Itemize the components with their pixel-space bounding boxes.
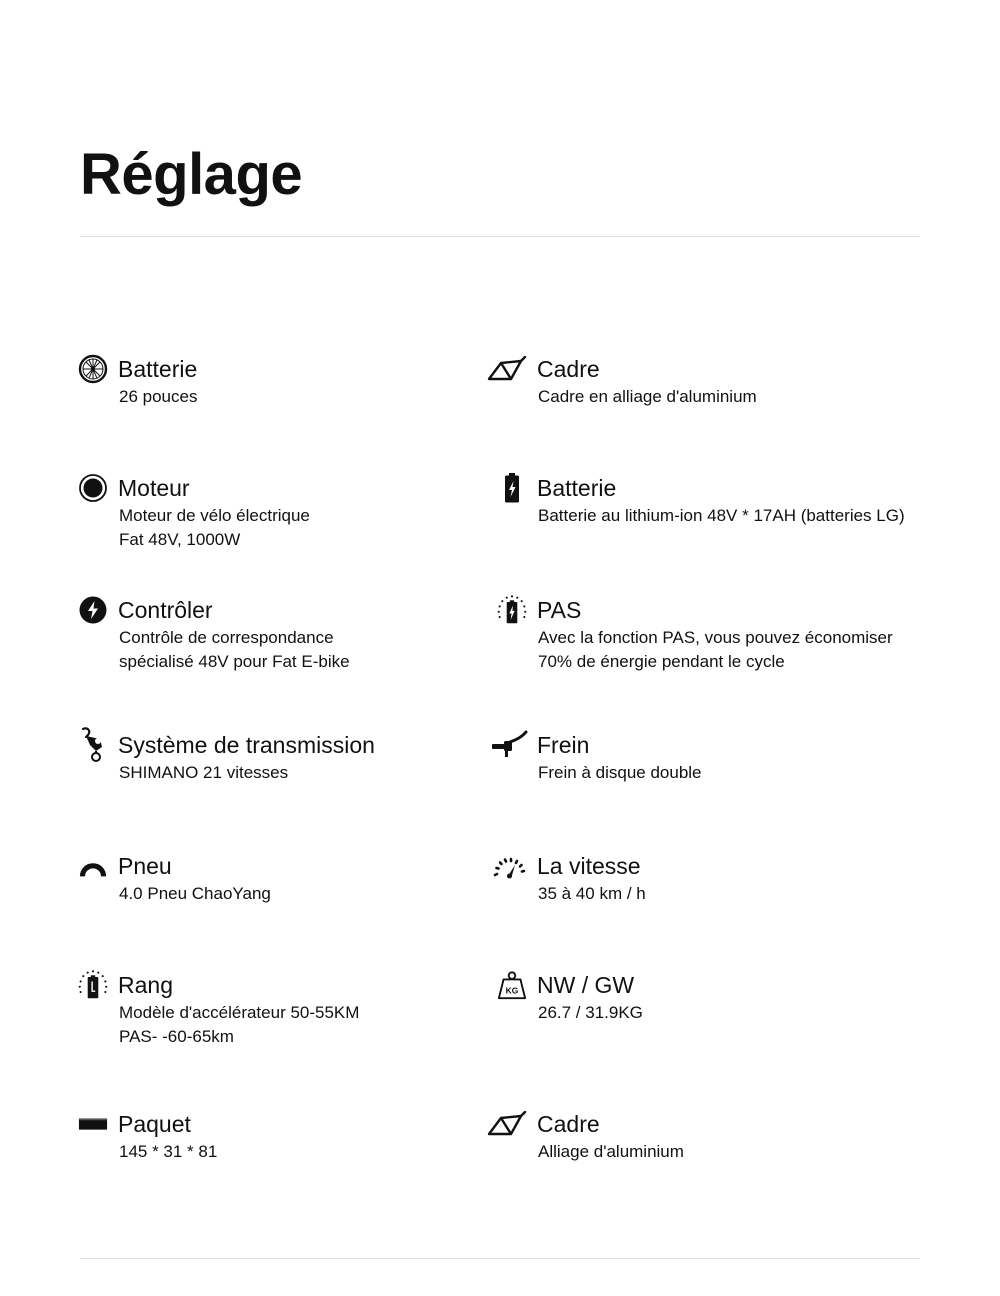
package-icon bbox=[78, 1109, 108, 1139]
spec-name: Batterie bbox=[118, 356, 198, 382]
spec-name: Système de transmission bbox=[118, 732, 375, 758]
spec-name: Rang bbox=[118, 972, 173, 998]
spec-description: Modèle d'accélérateur 50-55KM PAS- -60-65km bbox=[119, 1003, 360, 1046]
spec-description: Avec la fonction PAS, vous pouvez économiser 70% de énergie pendant le cycle bbox=[538, 628, 893, 671]
spec-name: Frein bbox=[537, 732, 590, 758]
bottom-divider bbox=[80, 1258, 920, 1259]
spec-description: Cadre en alliage d'aluminium bbox=[538, 387, 757, 406]
spec-name: Cadre bbox=[537, 1111, 600, 1137]
spec-description: 26.7 / 31.9KG bbox=[538, 1003, 643, 1022]
spec-name: Moteur bbox=[118, 475, 190, 501]
frame-icon bbox=[487, 1109, 527, 1139]
spec-name: PAS bbox=[537, 597, 582, 623]
spec-name: Cadre bbox=[537, 356, 600, 382]
spec-description: Moteur de vélo électrique Fat 48V, 1000W bbox=[119, 506, 310, 549]
spec-name: Contrôler bbox=[118, 597, 213, 623]
spec-name: La vitesse bbox=[537, 853, 641, 879]
spec-description: SHIMANO 21 vitesses bbox=[119, 763, 289, 782]
spec-name: Batterie bbox=[537, 475, 617, 501]
spec-description: Contrôle de correspondance spécialisé 48V pour Fat E-bike bbox=[119, 628, 350, 671]
battery-icon bbox=[497, 473, 527, 503]
svg-text:KG: KG bbox=[505, 985, 519, 996]
spec-description: Batterie au lithium-ion 48V * 17AH (batteries LG) bbox=[538, 506, 905, 525]
bolt-circle-icon bbox=[78, 595, 108, 625]
spec-description: 35 à 40 km / h bbox=[538, 884, 646, 903]
spec-description: 4.0 Pneu ChaoYang bbox=[119, 884, 271, 903]
pas-battery-icon bbox=[497, 595, 527, 625]
page-title: Réglage bbox=[80, 141, 303, 207]
top-divider bbox=[80, 236, 920, 237]
tire-icon bbox=[78, 851, 108, 881]
motor-icon bbox=[78, 473, 108, 503]
spec-description: Frein à disque double bbox=[538, 763, 702, 782]
frame-icon bbox=[487, 354, 527, 384]
spec-name: NW / GW bbox=[537, 972, 635, 998]
spec-description: Alliage d'aluminium bbox=[538, 1142, 684, 1161]
derailleur-icon bbox=[78, 730, 108, 760]
brake-lever-icon bbox=[489, 730, 529, 760]
range-battery-icon bbox=[78, 970, 108, 1000]
wheel-icon bbox=[78, 354, 108, 384]
spec-description: 145 * 31 * 81 bbox=[119, 1142, 218, 1161]
spec-description: 26 pouces bbox=[119, 387, 198, 406]
speedometer-icon bbox=[489, 851, 529, 881]
spec-name: Pneu bbox=[118, 853, 172, 879]
weight-icon bbox=[497, 970, 527, 1000]
spec-name: Paquet bbox=[118, 1111, 191, 1137]
